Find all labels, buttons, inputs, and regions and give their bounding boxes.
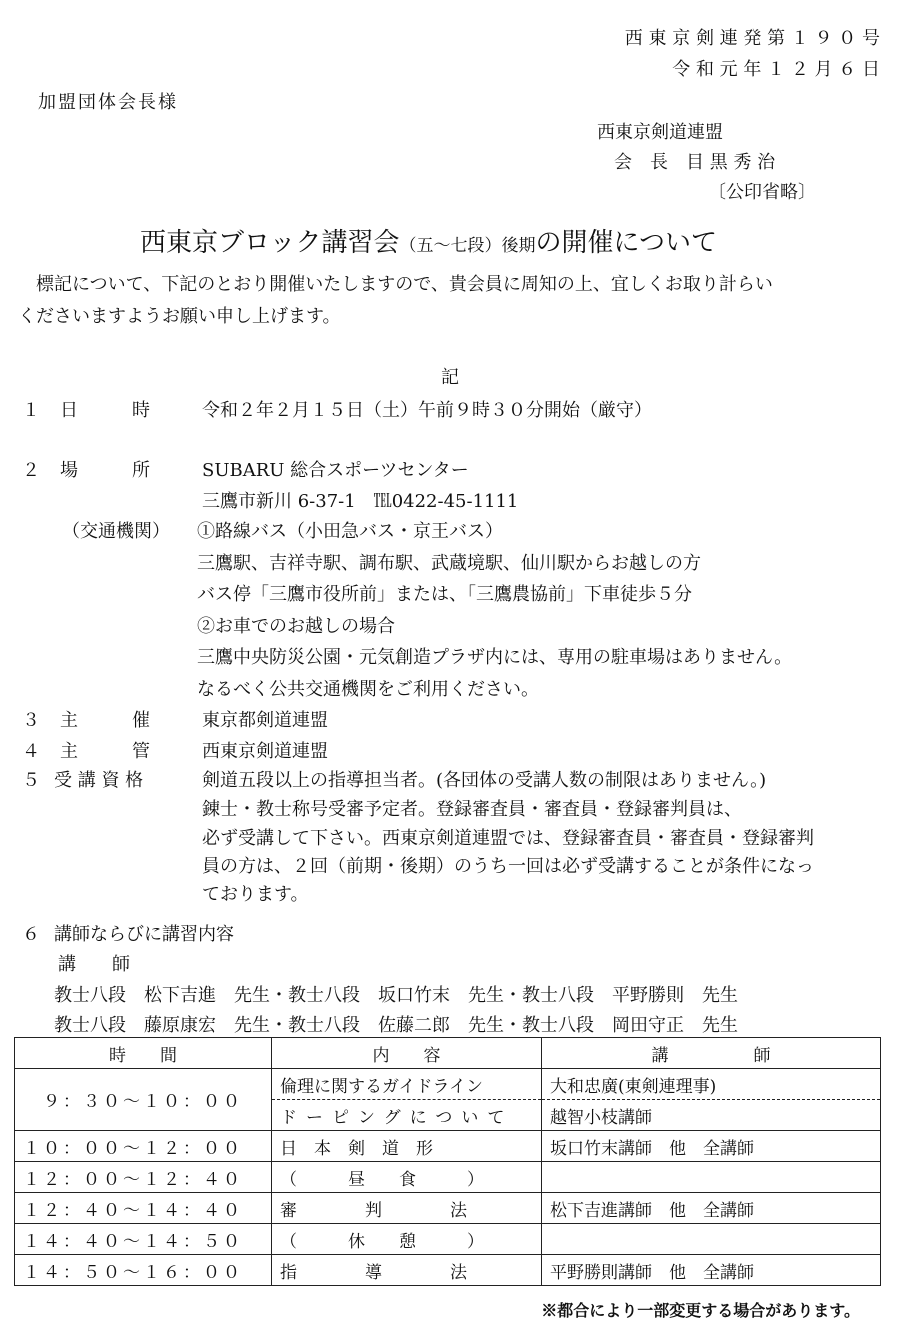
ki-heading: 記 [441,367,459,388]
item-5-number: ５ [22,770,40,791]
transport-public: なるべく公共交通機関をご利用ください。 [197,679,539,700]
issue-date: 令 和 元 年 １ ２ 月 ６ 日 [672,59,880,80]
transport-busstop: バス停「三鷹市役所前」または、「三鷹農協前」下車徒歩５分 [197,584,692,605]
item-3-label: 主 催 [60,710,150,731]
item-1-label: 日 時 [60,400,150,421]
item-4-value: 西東京剣道連盟 [202,741,328,762]
row-4-time: １２：４０～１４：４０ [15,1193,272,1224]
row-5-content: （ 休 憩 ） [272,1224,542,1255]
venue-name: SUBARU 総合スポーツセンター [202,460,469,481]
title-main-b: の開催について [535,228,717,258]
row-6-lecturer: 平野勝則講師 他 全講師 [542,1255,881,1286]
eligibility-line-4: 員の方は、２回（前期・後期）のうち一回は必ず受講することが条件になっ [202,856,814,877]
document-number: 西 東 京 剣 連 発 第 １ ９ ０ 号 [624,28,880,49]
transport-stations: 三鷹駅、吉祥寺駅、調布駅、武蔵境駅、仙川駅からお越しの方 [197,553,701,574]
item-2-number: ２ [22,460,40,481]
eligibility-line-2: 錬士・教士称号受審予定者。登録審査員・審査員・登録審判員は、 [202,799,742,820]
row-3-lecturer [542,1162,881,1193]
title-sub: （五～七段）後期 [399,236,536,256]
row-1-time: ９：３０～１０：００ [15,1069,272,1131]
item-4-number: ４ [22,741,40,762]
eligibility-line-5: ております。 [202,884,309,905]
table-header-row [15,1038,881,1069]
table-row [15,1255,881,1286]
row-6-time: １４：５０～１６：００ [15,1255,272,1286]
header-content: 内 容 [272,1038,542,1069]
item-4-label: 主 管 [60,741,150,762]
row-6-content: 指 導 法 [272,1255,542,1286]
table-row [15,1162,881,1193]
item-1-number: １ [22,400,40,421]
lecturers-line-2: 教士八段 藤原康宏 先生・教士八段 佐藤二郎 先生・教士八段 岡田守正 先生 [54,1015,738,1036]
transport-bus: ①路線バス（小田急バス・京王バス） [197,521,503,542]
transport-label: （交通機関） [62,521,170,542]
table-row [15,1131,881,1162]
item-2-label: 場 所 [60,460,150,481]
item-5-label: 受 講 資 格 [54,770,144,791]
sender-name: 会 長 目 黒 秀 治 [614,152,776,173]
transport-parking: 三鷹中央防災公園・元気創造プラザ内には、専用の駐車場はありません。 [197,647,793,668]
lecturers-heading: 講 師 [58,954,130,975]
item-1-value: 令和２年２月１５日（土）午前９時３０分開始（厳守） [202,400,652,421]
item-3-value: 東京都剣道連盟 [202,710,328,731]
row-1b-content: ドーピングについて [272,1100,542,1131]
intro-line-1: 標記について、下記のとおり開催いたしますので、貴会員に周知の上、宜しくお取り計らい [36,274,773,295]
item-6-number: ６ [22,924,40,945]
row-3-time: １２：００～１２：４０ [15,1162,272,1193]
intro-line-2: くださいますようお願い申し上げます。 [18,306,341,327]
row-5-lecturer [542,1224,881,1255]
header-lecturer: 講 師 [542,1038,881,1069]
row-4-content: 審 判 法 [272,1193,542,1224]
row-3-content: （ 昼 食 ） [272,1162,542,1193]
table-row [15,1193,881,1224]
title-main-a: 西東京ブロック講習会 [140,228,400,258]
row-2-lecturer: 坂口竹末講師 他 全講師 [542,1131,881,1162]
row-2-content: 日 本 剣 道 形 [272,1131,542,1162]
sender-org: 西東京剣道連盟 [597,122,723,143]
row-2-time: １０：００～１２：００ [15,1131,272,1162]
eligibility-line-3: 必ず受講して下さい。西東京剣道連盟では、登録審査員・審査員・登録審判 [202,828,814,849]
venue-address: 三鷹市新川 6-37-1 ℡0422-45-1111 [202,491,519,512]
row-5-time: １４：４０～１４：５０ [15,1224,272,1255]
row-4-lecturer: 松下吉進講師 他 全講師 [542,1193,881,1224]
table-row [15,1224,881,1255]
page-title [140,222,717,259]
row-1a-content: 倫理に関するガイドライン [272,1069,542,1100]
seal-note: 〔公印省略〕 [708,182,816,203]
eligibility-line-1: 剣道五段以上の指導担当者。(各団体の受講人数の制限はありません。) [202,770,767,791]
schedule-table [14,1037,881,1286]
item-6-label: 講師ならびに講習内容 [54,924,234,945]
item-3-number: ３ [22,710,40,731]
addressee: 加盟団体会長様 [38,92,178,113]
transport-car: ②お車でのお越しの場合 [197,616,395,637]
table-row [15,1069,881,1100]
footnote: ※都合により一部変更する場合があります。 [541,1301,860,1320]
row-1b-lecturer: 越智小枝講師 [542,1100,881,1131]
row-1a-lecturer: 大和忠廣(東剣連理事) [542,1069,881,1100]
header-time: 時 間 [15,1038,272,1069]
lecturers-line-1: 教士八段 松下吉進 先生・教士八段 坂口竹末 先生・教士八段 平野勝則 先生 [54,985,738,1006]
